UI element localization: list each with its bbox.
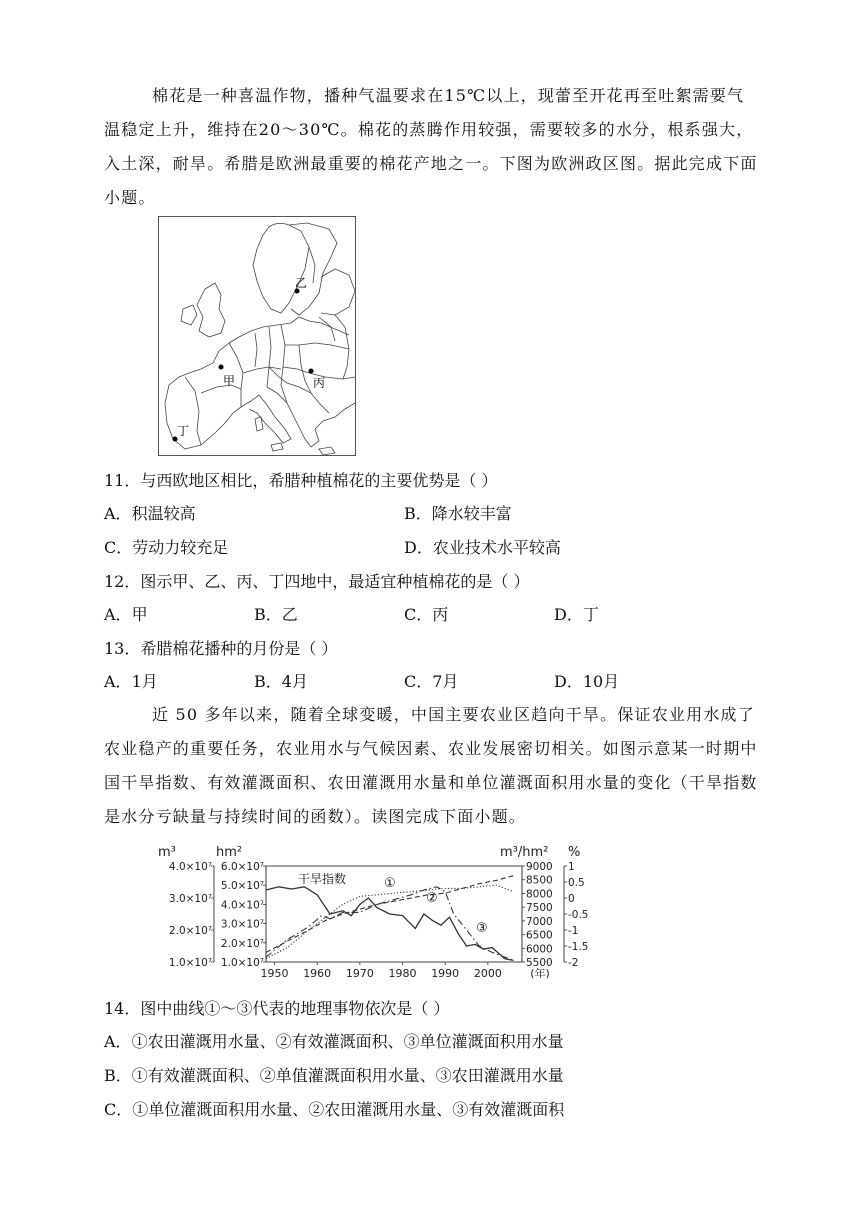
question-13-stem: 13．希腊棉花播种的月份是（ ） <box>104 639 338 658</box>
q13-option-c-key: C． <box>404 672 433 691</box>
q12-option-d-text: 丁 <box>582 605 599 624</box>
q11-option-b-key: B． <box>404 504 432 523</box>
axis3-tick-label: 5500 <box>526 957 553 969</box>
map-point-jia <box>219 365 224 370</box>
q13-option-a[interactable] <box>104 671 158 693</box>
map-label-bing: 丙 <box>313 376 326 390</box>
passage-irrigation <box>104 698 764 834</box>
axis3-tick-label: 8000 <box>526 888 553 901</box>
axis1-tick-label: 1.0×10⁷ <box>168 957 212 969</box>
q12-option-b-text: 乙 <box>281 605 298 624</box>
q11-option-a[interactable] <box>104 503 196 525</box>
irrigation-chart-svg <box>150 842 630 982</box>
x-axis-tick-label: 1980 <box>388 967 417 980</box>
q11-option-c-text: 劳动力较充足 <box>132 538 229 557</box>
x-axis-tick-label: 1950 <box>260 967 289 980</box>
axis1-tick-label: 4.0×10⁷ <box>168 861 212 873</box>
q12-option-b[interactable] <box>254 604 298 626</box>
axis2-tick-label: 5.0×10⁷ <box>220 880 264 893</box>
q13-option-c-text: 7月 <box>432 672 459 691</box>
unit-label-m3-per-hm2: m³/hm² <box>500 845 549 860</box>
axis2-tick-label: 2.0×10⁷ <box>220 937 264 950</box>
q12-option-c-key: C． <box>404 605 433 624</box>
irrigation-chart <box>150 842 630 982</box>
axis4-tick-label: 0 <box>568 893 575 905</box>
q12-option-c-text: 丙 <box>432 605 449 624</box>
q12-option-a-key: A． <box>104 605 132 624</box>
q11-option-b[interactable] <box>404 503 512 525</box>
annotation-curve-3: ③ <box>476 921 488 936</box>
passage-irrigation-line-2: 农业稳产的重要任务，农业用水与气候因素、农业发展密切相关。如图示意某一时期中 <box>104 739 758 758</box>
q12-option-c[interactable] <box>404 604 448 626</box>
q12-option-d[interactable] <box>554 604 599 626</box>
q11-option-d[interactable] <box>404 537 561 559</box>
map-point-bing <box>309 369 314 374</box>
annotation-curve-2: ② <box>426 891 438 906</box>
x-axis-unit: (年) <box>530 967 550 980</box>
axis3-tick-label: 6500 <box>526 929 553 942</box>
q14-option-b-text: ①有效灌溉面积、②单值灌溉面积用水量、③农田灌溉用水量 <box>131 1066 564 1085</box>
passage-cotton-line-4: 小题。 <box>104 188 156 207</box>
q14-option-c[interactable] <box>104 1099 564 1121</box>
axis2-tick-label: 6.0×10⁷ <box>220 861 264 873</box>
axis2-tick-label: 3.0×10⁷ <box>220 918 264 931</box>
question-12-stem: 12．图示甲、乙、丙、丁四地中，最适宜种植棉花的是（ ） <box>104 572 530 591</box>
q11-option-b-text: 降水较丰富 <box>431 504 512 523</box>
q11-option-d-text: 农业技术水平较高 <box>432 538 561 557</box>
question-11-stem: 11．与西欧地区相比，希腊种植棉花的主要优势是（ ） <box>104 471 498 490</box>
q12-option-a-text: 甲 <box>131 605 148 624</box>
q12-option-a[interactable] <box>104 604 148 626</box>
x-axis-tick-label: 1960 <box>303 967 332 980</box>
map-label-yi: 乙 <box>295 276 308 290</box>
q14-option-b[interactable] <box>104 1065 564 1087</box>
q11-option-d-key: D． <box>404 538 433 557</box>
q13-option-b-text: 4月 <box>281 672 308 691</box>
map-label-jia: 甲 <box>223 374 236 388</box>
passage-irrigation-line-4: 是水分亏缺量与持续时间的函数）。读图完成下面小题。 <box>104 807 527 826</box>
annotation-drought-index: 干旱指数 <box>298 872 347 886</box>
unit-label-percent: % <box>568 845 581 860</box>
passage-cotton-line-2: 温稳定上升，维持在20～30℃。棉花的蒸腾作用较强，需要较多的水分，根系强大， <box>104 120 754 139</box>
q14-option-a-text: ①农田灌溉用水量、②有效灌溉面积、③单位灌溉面积用水量 <box>131 1032 564 1051</box>
axis3-tick-label: 7000 <box>526 915 553 928</box>
q13-option-d-key: D． <box>554 672 583 691</box>
q11-option-c[interactable] <box>104 537 228 559</box>
x-axis-tick-label: 1990 <box>431 967 460 980</box>
q11-option-c-key: C． <box>104 538 133 557</box>
axis3-tick-label: 6000 <box>526 943 553 956</box>
q13-option-b-key: B． <box>254 672 282 691</box>
unit-label-m3: m³ <box>158 845 176 860</box>
passage-cotton-line-1: 棉花是一种喜温作物，播种气温要求在15℃以上，现蕾至开花再至吐絮需要气 <box>152 86 745 105</box>
q13-option-a-key: A． <box>104 672 132 691</box>
passage-cotton-line-3: 入土深，耐旱。希腊是欧洲最重要的棉花产地之一。下图为欧洲政区图。据此完成下面 <box>104 154 758 173</box>
q13-option-d-text: 10月 <box>582 672 620 691</box>
q11-option-a-text: 积温较高 <box>131 504 196 523</box>
q12-option-d-key: D． <box>554 605 583 624</box>
q12-option-b-key: B． <box>254 605 282 624</box>
question-14-stem: 14．图中曲线①～③代表的地理事物依次是（ ） <box>104 999 450 1018</box>
q11-option-a-key: A． <box>104 504 132 523</box>
x-axis-tick-label: 1970 <box>345 967 374 980</box>
axis2-tick-label: 4.0×10⁷ <box>220 899 264 912</box>
q14-option-c-key: C． <box>104 1100 133 1119</box>
axis4-tick-label: 0.5 <box>568 877 585 889</box>
axis2-tick-label: 1.0×10⁷ <box>220 957 264 969</box>
passage-irrigation-line-1: 近 50 多年以来，随着全球变暖，中国主要农业区趋向干旱。保证农业用水成了 <box>152 705 755 724</box>
axis4-tick-label: 1 <box>568 861 575 873</box>
q14-option-b-key: B． <box>104 1066 132 1085</box>
x-axis-tick-label: 2000 <box>473 967 502 980</box>
axis4-tick-label: -1.5 <box>568 941 589 953</box>
q14-option-a[interactable] <box>104 1031 564 1053</box>
europe-map-figure <box>159 217 356 456</box>
axis3-tick-label: 7500 <box>526 902 553 915</box>
axis4-tick-label: -0.5 <box>568 909 589 921</box>
q13-option-c[interactable] <box>404 671 458 693</box>
axis1-tick-label: 3.0×10⁷ <box>168 893 212 905</box>
axis3-tick-label: 9000 <box>526 861 553 873</box>
annotation-curve-1: ① <box>384 876 396 891</box>
europe-political-map <box>158 216 356 456</box>
passage-cotton <box>104 79 764 215</box>
axis4-tick-label: -1 <box>568 925 579 937</box>
q14-option-a-key: A． <box>104 1032 132 1051</box>
axis1-tick-label: 2.0×10⁷ <box>168 925 212 937</box>
axis4-tick-label: -2 <box>568 957 579 969</box>
q13-option-d[interactable] <box>554 671 619 693</box>
axis3-tick-label: 8500 <box>526 874 553 887</box>
map-label-ding: 丁 <box>177 424 190 438</box>
passage-irrigation-line-3: 国干旱指数、有效灌溉面积、农田灌溉用水量和单位灌溉面积用水量的变化（干旱指数 <box>104 773 758 792</box>
q14-option-c-text: ①单位灌溉面积用水量、②农田灌溉用水量、③有效灌溉面积 <box>132 1100 565 1119</box>
q13-option-a-text: 1月 <box>131 672 158 691</box>
unit-label-hm2: hm² <box>216 845 243 860</box>
q13-option-b[interactable] <box>254 671 308 693</box>
